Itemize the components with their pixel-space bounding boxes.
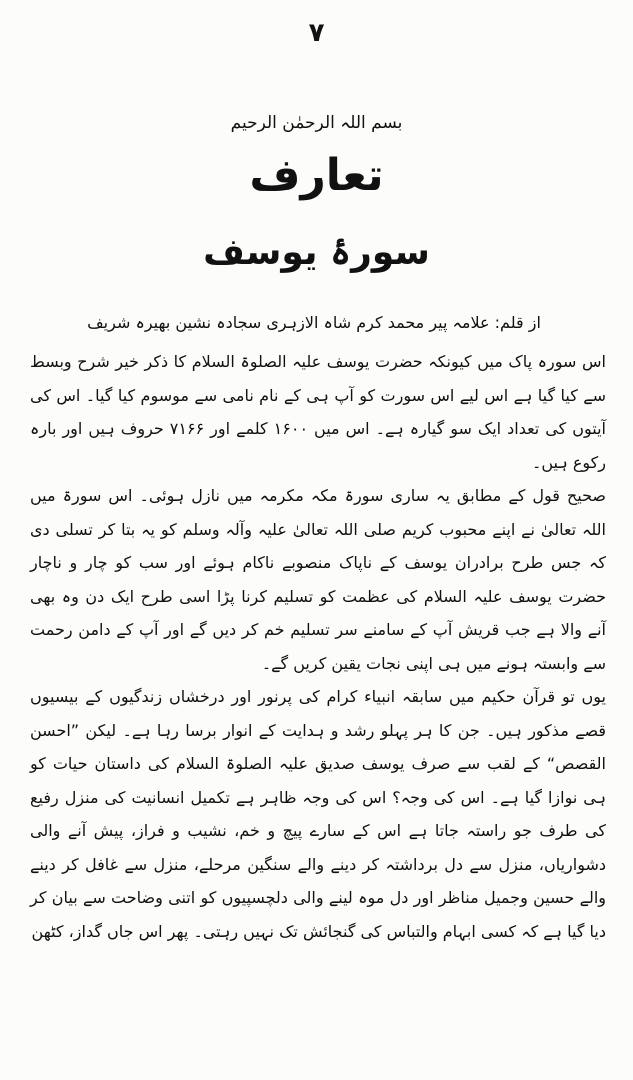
bismillah-heading: بسم اللہ الرحمٰن الرحیم [230,113,403,133]
body-text [30,345,606,948]
page-title: تعارف [249,150,384,201]
paragraph-2: صحیح قول کے مطابق یہ ساری سورۃ مکہ مکرمہ میں نازل ہوئی۔ اس سورۃ میں اللہ تعالیٰ نے اپنے محبوب کریم صلی اللہ تعالیٰ علیہ وآلہ وسلم کو یہ بتا کر تسلی دی کہ جس طرح برادران یوسف کے ناپاک منصوبے ناکام ہوئے اور سب کو چار و ناچار حضرت یوسف علیہ السلام کی عظمت کو تسلیم کرنا پڑا اسی طرح ایک دن وہ بھی آنے والا ہے جب قریش آپ کے سامنے سر تسلیم خم کر دیں گے اور آپ کے دامن رحمت سے وابستہ ہونے میں ہی اپنی نجات یقین کریں گے۔ [30,486,606,673]
author-line: از قلم: علامہ پیر محمد کرم شاہ الازہری سجادہ نشین بھیرہ شریف [87,313,541,332]
paragraph-1: اس سورہ پاک میں کیونکہ حضرت یوسف علیہ الصلوۃ السلام کا ذکر خیر شرح وبسط سے کیا گیا ہے اس لیے اس سورت کو آپ ہی کے نام نامی سے موسوم کیا گیا۔ اس کی آیتوں کی تعداد ایک سو گیارہ ہے۔ اس میں ۱۶۰۰ کلمے اور ۷۱۶۶ حروف ہیں اور بارہ رکوع ہیں۔ [30,352,606,472]
surah-title: سورۂ یوسف [203,232,430,273]
page-number: ۷ [308,18,325,48]
paragraph-3: یوں تو قرآن حکیم میں سابقہ انبیاء کرام کی پرنور اور درخشاں زندگیوں کے بیسیوں قصے مذکور ہیں۔ جن کا ہر پہلو رشد و ہدایت کے انوار برسا رہا ہے۔ لیکن ”احسن القصص“ کے لقب سے صرف یوسف صدیق علیہ الصلوۃ السلام کی داستان حیات کو ہی نوازا گیا ہے۔ اس کی وجہ؟ اس کی وجہ ظاہر ہے تکمیل انسانیت کی منزل رفیع کی طرف جو راستہ جاتا ہے اس کے سارے پیچ و خم، نشیب و فراز، پیش آنے والی دشواریاں، منزل سے دل برداشتہ کر دینے والے سنگین مرحلے، منزل سے غافل کر دینے والے حسین وجمیل مناظر اور دل موہ لینے والی دلچسپیوں کو اتنی وضاحت سے بیان کر دیا گیا ہے کہ کسی ابہام والتباس کی گنجائش تک نہیں رہتی۔ پھر اس جاں گداز، کٹھن [30,687,606,941]
